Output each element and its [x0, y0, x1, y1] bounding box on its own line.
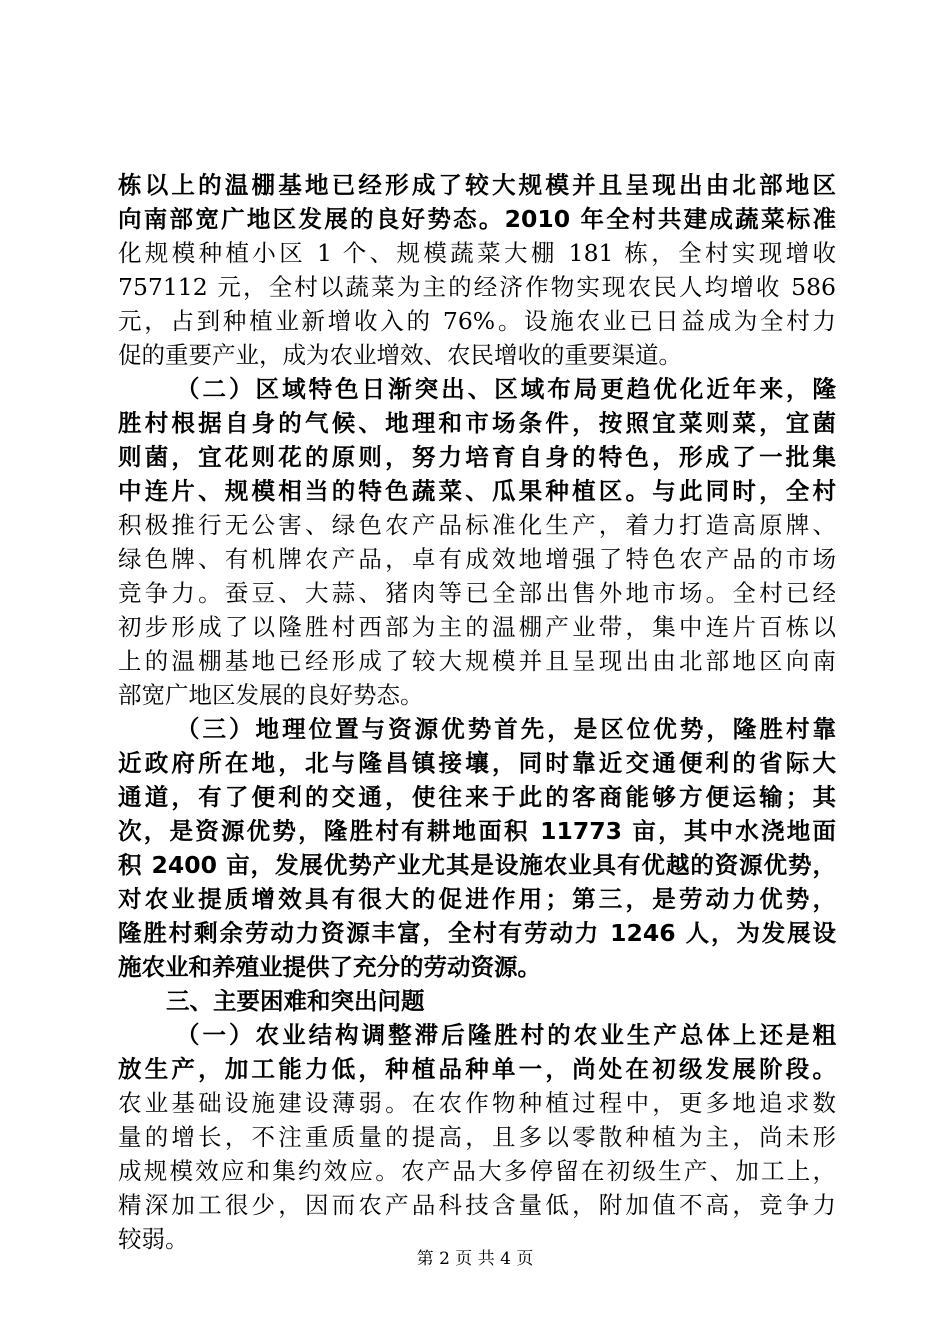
document-body [118, 168, 836, 1256]
text-line: 较弱。 [118, 1225, 189, 1253]
text-line: 通道，有了便利的交通，使往来于此的客商能够方便运输；其 [118, 783, 836, 811]
text-line: 上的温棚基地已经形成了较大规模并且呈现出由北部地区向南 [118, 647, 836, 675]
text-line: 栋以上的温棚基地已经形成了较大规模并且呈现出由北部地区 [118, 171, 836, 199]
text-line: 757112 元，全村以蔬菜为主的经济作物实现农民人均增收 586 [118, 273, 836, 301]
text-line: 施农业和养殖业提供了充分的劳动资源。 [118, 953, 541, 981]
text-line: 元，占到种植业新增收入的 76%。设施农业已日益成为全村力 [118, 307, 836, 335]
text-line: 胜村根据自身的气候、地理和市场条件，按照宜菜则菜，宜菌 [118, 409, 836, 437]
text-line: 中连片、规模相当的特色蔬菜、瓜果种植区。与此同时，全村 [118, 477, 836, 505]
page-footer: 第 2 页 共 4 页 [416, 1249, 534, 1269]
text-line: 绿色牌、有机牌农产品，卓有成效地增强了特色农产品的市场 [118, 545, 836, 573]
text-line: 三、主要困难和突出问题 [166, 987, 425, 1015]
text-line: 促的重要产业，成为农业增效、农民增收的重要渠道。 [118, 341, 682, 369]
text-line: 近政府所在地，北与隆昌镇接壤，同时靠近交通便利的省际大 [118, 749, 836, 777]
text-line: 化规模种植小区 1 个、规模蔬菜大棚 181 栋，全村实现增收 [118, 239, 836, 267]
text-line: 农业基础设施建设薄弱。在农作物种植过程中，更多地追求数 [118, 1089, 836, 1117]
text-line: 放生产，加工能力低，种植品种单一，尚处在初级发展阶段。 [118, 1055, 836, 1083]
text-line: 次，是资源优势，隆胜村有耕地面积 11773 亩，其中水浇地面 [118, 817, 836, 845]
text-line: 对农业提质增效具有很大的促进作用；第三，是劳动力优势， [118, 885, 836, 913]
text-line: 部宽广地区发展的良好势态。 [118, 681, 424, 709]
text-line: 成规模效应和集约效应。农产品大多停留在初级生产、加工上， [118, 1157, 836, 1185]
text-line: （二）区域特色日渐突出、区域布局更趋优化近年来，隆 [176, 375, 836, 403]
text-line: 隆胜村剩余劳动力资源丰富，全村有劳动力 1246 人，为发展设 [118, 919, 836, 947]
text-line: 向南部宽广地区发展的良好势态。2010 年全村共建成蔬菜标准 [118, 205, 836, 233]
text-line: 积 2400 亩，发展优势产业尤其是设施农业具有优越的资源优势， [118, 851, 836, 879]
text-line: 量的增长，不注重质量的提高，且多以零散种植为主，尚未形 [118, 1123, 836, 1151]
text-line: （三）地理位置与资源优势首先，是区位优势，隆胜村靠 [176, 715, 836, 743]
text-line: 竞争力。蚕豆、大蒜、猪肉等已全部出售外地市场。全村已经 [118, 579, 836, 607]
text-line: （一）农业结构调整滞后隆胜村的农业生产总体上还是粗 [176, 1021, 836, 1049]
text-line: 积极推行无公害、绿色农产品标准化生产，着力打造高原牌、 [118, 511, 836, 539]
text-line: 初步形成了以隆胜村西部为主的温棚产业带，集中连片百栋以 [118, 613, 836, 641]
text-line: 则菌，宜花则花的原则，努力培育自身的特色，形成了一批集 [118, 443, 836, 471]
text-line: 精深加工很少，因而农产品科技含量低，附加值不高，竞争力 [118, 1191, 836, 1219]
